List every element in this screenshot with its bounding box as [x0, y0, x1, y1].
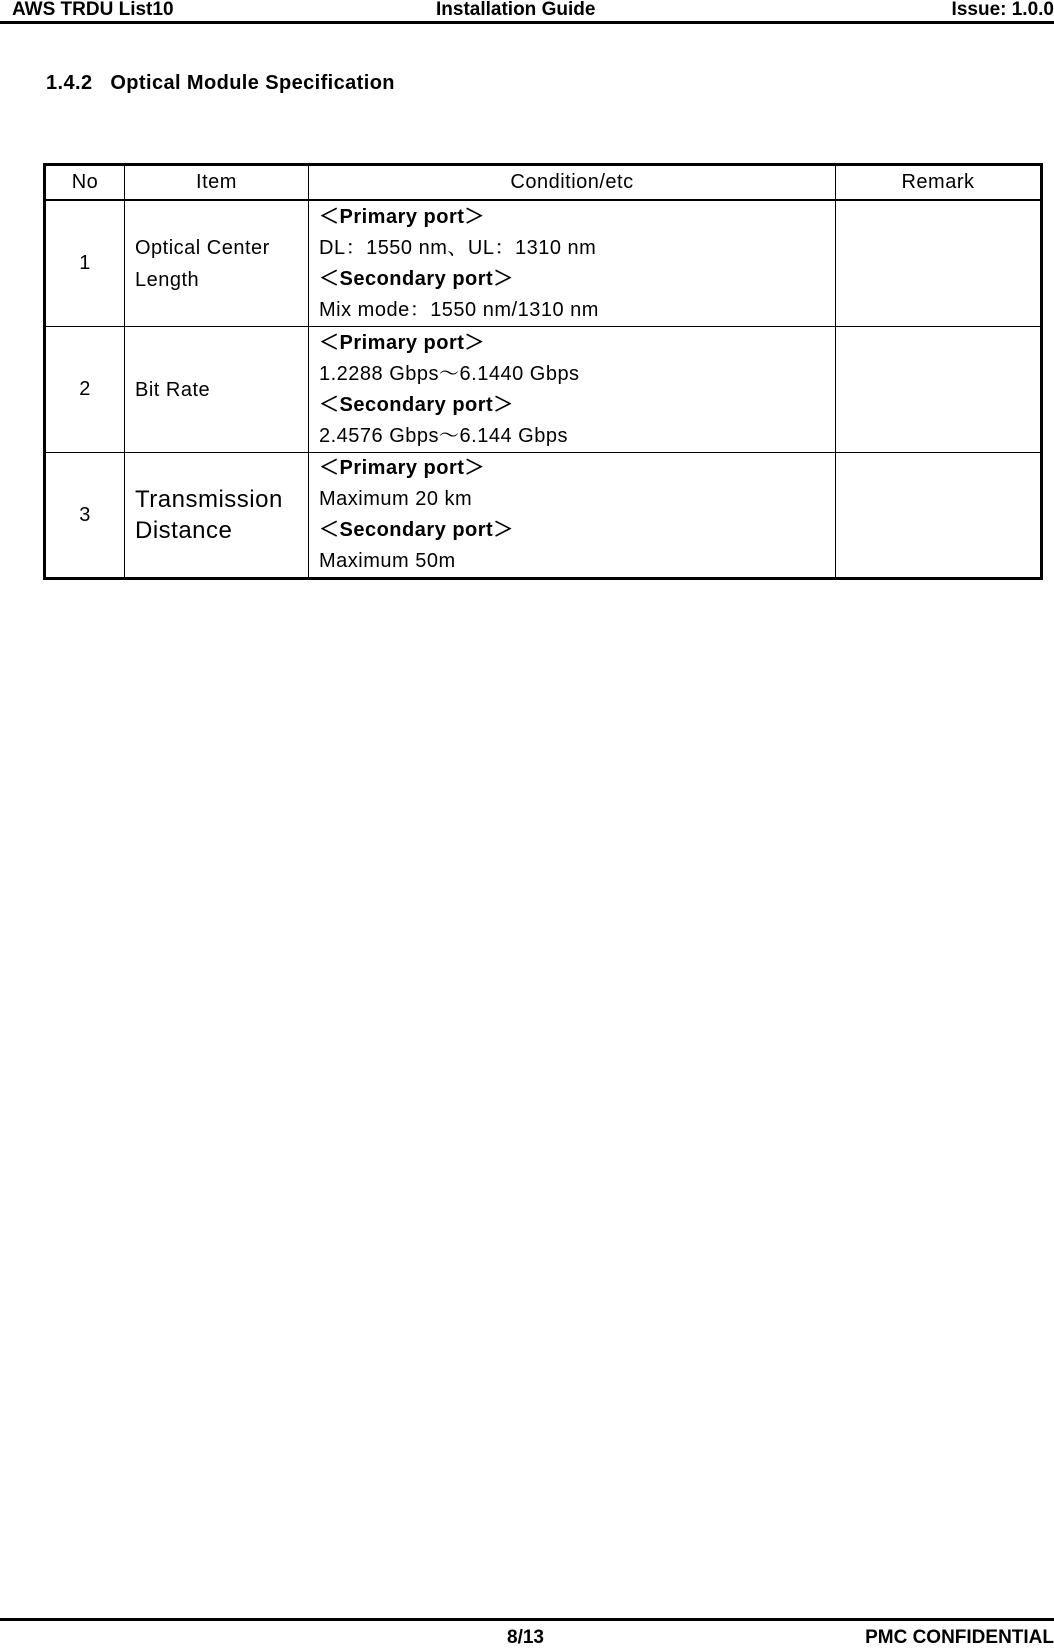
row-remark	[836, 200, 1042, 327]
footer-confidential: PMC CONFIDENTIAL	[865, 1627, 1054, 1648]
header-issue: Issue: 1.0.0	[951, 0, 1054, 20]
column-header-no: No	[45, 165, 125, 201]
condition-primary-port-value: DL：1550 nm、UL：1310 nm	[319, 236, 597, 259]
row-condition	[309, 200, 836, 327]
column-header-item: Item	[125, 165, 309, 201]
column-header-remark: Remark	[836, 165, 1042, 201]
item-line: Transmission	[135, 486, 283, 513]
condition-primary-port-label: ＜Primary port＞	[319, 331, 485, 354]
row-remark	[836, 453, 1042, 579]
condition-primary-port-value: Maximum 20 km	[319, 488, 473, 510]
optical-module-spec-table	[43, 163, 1043, 580]
page-header	[0, 0, 1054, 24]
row-condition	[309, 327, 836, 453]
row-number: 3	[45, 453, 125, 579]
table-row	[45, 327, 1042, 453]
table-header-row	[45, 165, 1042, 201]
condition-primary-port-value: 1.2288 Gbps～6.1440 Gbps	[319, 362, 580, 385]
column-header-condition: Condition/etc	[309, 165, 836, 201]
condition-primary-port-label: ＜Primary port＞	[319, 457, 485, 479]
row-remark	[836, 327, 1042, 453]
table-row	[45, 200, 1042, 327]
item-line: Bit Rate	[135, 378, 211, 401]
row-item	[125, 327, 309, 453]
item-line: Distance	[135, 517, 233, 544]
condition-secondary-port-value: Maximum 50m	[319, 550, 456, 572]
row-number: 2	[45, 327, 125, 453]
row-condition	[309, 453, 836, 579]
page-footer	[0, 1618, 1054, 1649]
condition-secondary-port-label: ＜Secondary port＞	[319, 519, 514, 541]
condition-secondary-port-value: Mix mode：1550 nm/1310 nm	[319, 298, 599, 321]
section-heading: 1.4.2 Optical Module Specification	[46, 72, 395, 94]
condition-secondary-port-value: 2.4576 Gbps～6.144 Gbps	[319, 424, 568, 447]
header-guide-title: Installation Guide	[436, 0, 596, 20]
header-document-title: AWS TRDU List10	[12, 0, 174, 20]
condition-primary-port-label: ＜Primary port＞	[319, 205, 485, 228]
row-item	[125, 453, 309, 579]
footer-page-number: 8/13	[507, 1627, 544, 1648]
row-item	[125, 200, 309, 327]
row-number: 1	[45, 200, 125, 327]
table-row	[45, 453, 1042, 579]
condition-secondary-port-label: ＜Secondary port＞	[319, 393, 514, 416]
condition-secondary-port-label: ＜Secondary port＞	[319, 267, 514, 290]
item-line: Optical Center	[135, 236, 270, 259]
item-line: Length	[135, 268, 200, 291]
